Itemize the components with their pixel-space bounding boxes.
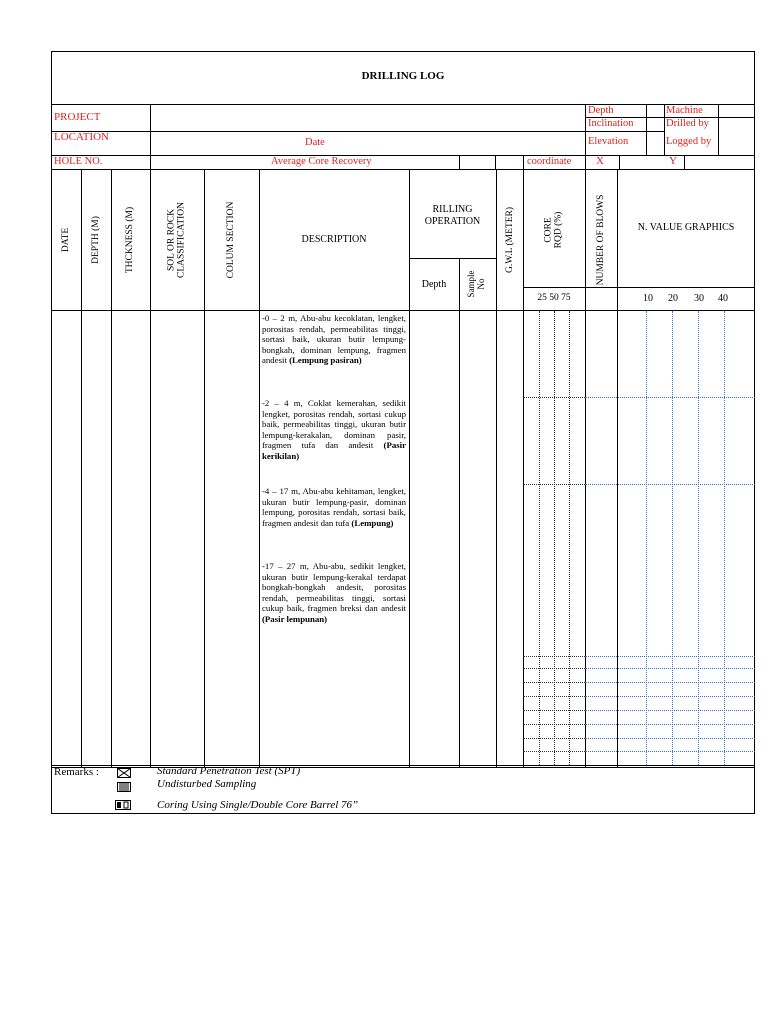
remarks-label: Remarks : [54,766,99,778]
location-label: LOCATION [54,131,109,143]
grid-line [523,724,585,725]
core-scale-label: 25 50 75 [537,293,571,303]
grid-line [523,397,585,398]
n-value-tick: 30 [694,293,704,304]
soil-description-3 [262,486,406,528]
grid-line [585,484,755,485]
description-classification: (Lempung) [351,517,394,528]
y-label: Y [669,155,677,167]
grid-line [523,656,585,657]
n-value-tick: 40 [718,293,728,304]
grid-line [585,738,755,739]
machine-label: Machine [666,105,703,116]
sample-no-header [467,271,487,298]
remark-spt: Standard Penetration Test (SPT) [157,765,301,777]
grid-line [585,397,755,398]
inclination-label: Inclination [588,118,634,129]
striped-box-icon [117,782,131,792]
rilling-line-1: RILLING [432,204,473,215]
description-text: -0 – 2 m, Abu-abu kecoklatan, lengket, porositas rendah, permeabilitas tinggi, sortasi baik, ukuran butir lempung-bongkah, dominan lempung, fragmen andesit [262,313,406,366]
hole-no-label: HOLE NO. [54,156,103,167]
number-of-blows-header: NUMBER OF BLOWS [595,194,606,286]
core-line-1: CORE [543,217,554,243]
thickness-column-header: THCKNESS (M) [124,206,135,274]
grid-line [585,656,755,657]
avg-core-recovery-label: Average Core Recovery [271,156,372,167]
gwl-column-header: G.W.L (METER) [504,206,515,274]
x-label: X [596,155,604,167]
n-value-tick: 10 [643,293,653,304]
grid-line [523,696,585,697]
classification-line-1: SOL OR ROCK [166,209,177,271]
column-section-header: COLUM SECTION [225,201,236,279]
grid-line [585,710,755,711]
description-classification: (Pasir kerikilan) [262,440,406,461]
classification-line-2: CLASSIFICATION [177,201,187,279]
date-label: Date [305,137,325,148]
rilling-operation-header [409,204,496,228]
description-column-header: DESCRIPTION [301,234,367,245]
drilled-by-label: Drilled by [666,118,709,129]
soil-description-1 [262,313,406,366]
core-line-2: RQD (%) [554,211,564,249]
grid-line [585,751,755,752]
grid-line [523,751,585,752]
grid-line [523,668,585,669]
form-title: DRILLING LOG [361,70,445,82]
date-column-header: DATE [60,227,71,253]
grid-line [523,738,585,739]
core-rqd-header [544,212,565,249]
grid-line [523,710,585,711]
remark-coring: Coring Using Single/Double Core Barrel 76” [157,799,359,811]
grid-line [585,668,755,669]
description-text: -4 – 17 m, Abu-abu kehitaman, lengket, ukuran butir lempung-pasir, dominan lempung, porositas rendah, sortasi baik, fragmen andesit dan tufa [262,486,406,528]
elevation-label: Elevation [588,136,629,147]
sample-line-1: Sample [466,270,477,298]
grid-line [585,724,755,725]
grid-line [523,682,585,683]
soil-description-4 [262,561,406,624]
envelope-icon [117,768,131,778]
project-label: PROJECT [54,111,101,123]
classification-column-header [167,202,188,278]
logged-by-label: Logged by [666,136,712,147]
description-text: -2 – 4 m, Coklat kemerahan, sedikit lengket, porositas rendah, sortasi cukup baik, permeabilitas tinggi, ukuran butir lempung-kerakalan, dominan pasir, fragmen tufa dan andesit [262,398,406,451]
operation-depth-header: Depth [421,279,447,290]
remark-undisturbed: Undisturbed Sampling [157,778,257,790]
grid-line [523,484,585,485]
coordinate-label: coordinate [527,156,572,167]
rilling-line-2: OPERATION [424,216,481,227]
n-value-graphics-header: N. VALUE GRAPHICS [637,222,735,233]
description-classification: (Pasir lempunan) [262,613,328,624]
core-barrel-icon [115,800,131,810]
soil-description-2 [262,398,406,461]
grid-line [585,696,755,697]
description-classification: (Lempung pasiran) [289,355,362,366]
description-text: -17 – 27 m, Abu-abu, sedikit lengket, ukuran butir lempung-kerakal terdapat bongkah-bongkah andesit, porositas rendah, permeabilitas tinggi, sortasi cukup baik, fragmen breksi dan andesit [262,561,406,614]
grid-line [585,682,755,683]
depth-label: Depth [588,105,614,116]
depth-column-header: DEPTH (M) [90,216,101,264]
sample-line-2: No [476,278,486,290]
n-value-tick: 20 [668,293,678,304]
